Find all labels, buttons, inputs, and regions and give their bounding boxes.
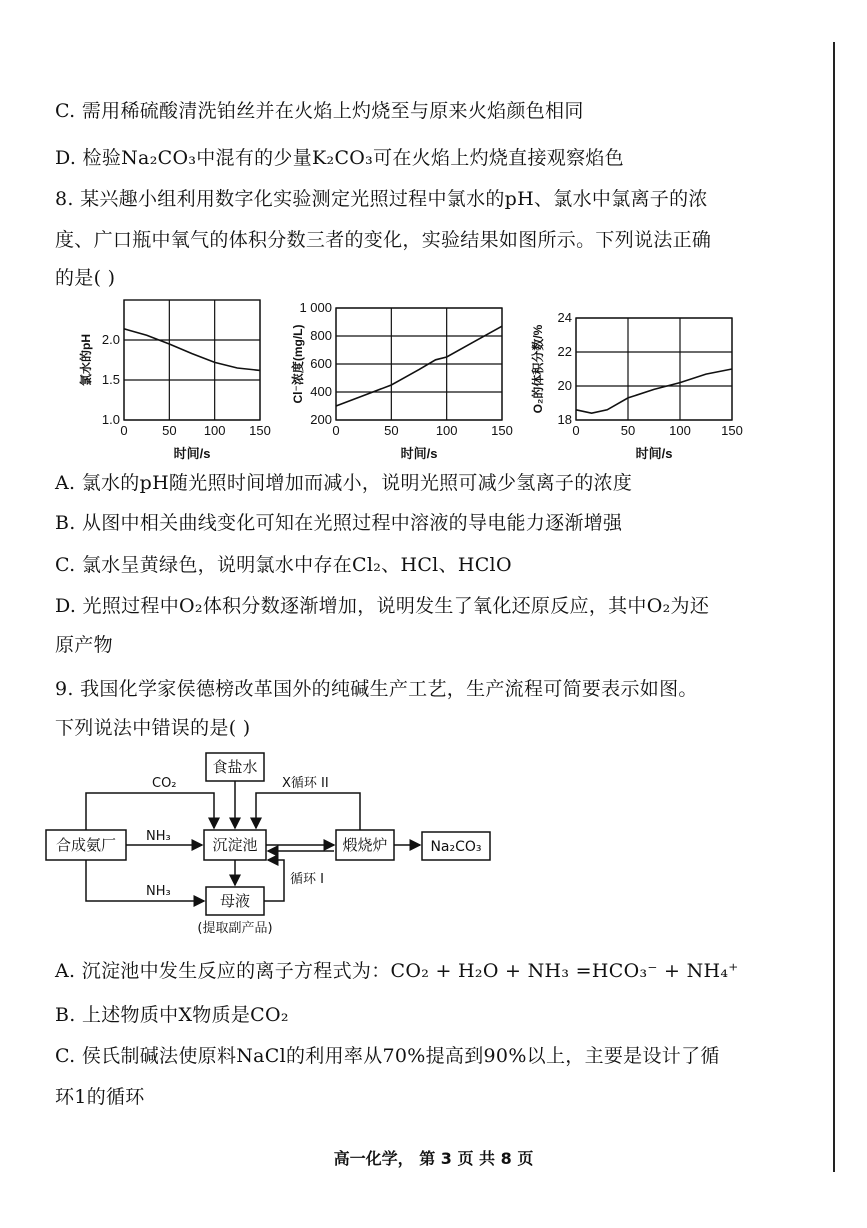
label-loop1: 循环 I: [290, 872, 324, 887]
x-tick-label: 50: [384, 423, 399, 438]
series-line: [124, 329, 260, 371]
option-a-q9: A. 沉淀池中发生反应的离子方程式为：CO₂ + H₂O + NH₃ =HCO₃⁻ + NH₄⁺: [55, 960, 739, 982]
y-tick-label: 800: [310, 328, 332, 343]
chart-ph: [78, 292, 271, 466]
chart-chloride-svg: [290, 300, 513, 462]
y-tick-label: 400: [310, 384, 332, 399]
y-tick-label: 600: [310, 356, 332, 371]
x-axis-label: 时间/s: [400, 446, 438, 461]
option-c-q9-line2: 环1的循环: [55, 1086, 145, 1108]
y-tick-label: 2.0: [101, 332, 120, 347]
label-mother-liquor: 母液: [219, 892, 251, 910]
page-footer: 高一化学， 第 3 页 共 8 页: [333, 1149, 534, 1168]
option-d-q8-line1: D. 光照过程中O₂体积分数逐渐增加，说明发生了氧化还原反应，其中O₂为还: [55, 595, 710, 617]
x-tick-label: 150: [721, 423, 743, 438]
x-tick-label: 100: [435, 423, 458, 438]
question-9-line2: 下列说法中错误的是( ): [55, 717, 251, 739]
option-b-q9: B. 上述物质中X物质是CO₂: [55, 1004, 289, 1026]
label-calciner: 煅烧炉: [342, 836, 388, 854]
y-tick-label: 20: [557, 378, 572, 393]
chart-oxygen-svg: [530, 310, 743, 462]
question-8-line2: 度、广口瓶中氧气的体积分数三者的变化，实验结果如图所示。下列说法正确: [55, 229, 712, 251]
x-tick-label: 0: [332, 423, 340, 438]
x-axis-label: 时间/s: [173, 446, 211, 461]
x-tick-label: 100: [669, 423, 691, 438]
chart-chloride: [290, 300, 513, 466]
question-8-line3: 的是( ): [55, 267, 116, 289]
series-line: [576, 369, 732, 413]
label-ammonia-plant: 合成氨厂: [55, 836, 117, 854]
arrow-co2: [86, 793, 214, 830]
y-tick-label: 1.5: [101, 372, 120, 387]
x-tick-label: 100: [203, 423, 226, 438]
label-brine: 食盐水: [212, 758, 258, 776]
option-a-q8: A. 氯水的pH随光照时间增加而减小，说明光照可减少氢离子的浓度: [55, 472, 633, 494]
arrow-nh3-bottom: [86, 860, 204, 901]
y-tick-label: 1.0: [101, 412, 120, 427]
label-co2: CO₂: [152, 776, 177, 791]
chart-oxygen: [530, 310, 743, 466]
y-tick-label: 22: [557, 344, 572, 359]
process-flow-diagram: [40, 745, 510, 940]
x-tick-label: 150: [249, 423, 271, 438]
option-d-q8-line2: 原产物: [55, 634, 113, 656]
option-c-q9-line1: C. 侯氏制碱法使原料NaCl的利用率从70%提高到90%以上，主要是设计了循: [55, 1045, 720, 1067]
option-c-q8: C. 氯水呈黄绿色，说明氯水中存在Cl₂、HCl、HClO: [55, 554, 512, 576]
x-tick-label: 50: [162, 423, 177, 438]
label-nh3-bottom: NH₃: [146, 884, 171, 899]
y-tick-label: 24: [557, 310, 572, 325]
y-tick-label: 1 000: [299, 300, 332, 315]
y-axis-label: 氯水的pH: [79, 334, 93, 386]
x-tick-label: 0: [120, 423, 128, 438]
label-byproduct: (提取副产品): [197, 921, 273, 936]
page-edge-line: [833, 42, 835, 1172]
plot-frame: [124, 300, 260, 420]
y-axis-label: O₂的体积分数/%: [531, 324, 545, 414]
x-tick-label: 150: [491, 423, 513, 438]
option-c-q7: C. 需用稀硫酸清洗铂丝并在火焰上灼烧至与原来火焰颜色相同: [55, 100, 584, 122]
series-line: [336, 326, 502, 406]
label-nh3-top: NH₃: [146, 829, 171, 844]
question-9-line1: 9. 我国化学家侯德榜改革国外的纯碱生产工艺，生产流程可简要表示如图。: [55, 678, 698, 700]
arrow-loop1: [264, 860, 284, 901]
y-axis-label: Cl⁻浓度(mg/L): [291, 324, 305, 404]
plot-frame: [576, 318, 732, 420]
label-x-loop: X循环 II: [282, 776, 329, 791]
y-tick-label: 200: [310, 412, 332, 427]
arrow-x-loop: [256, 793, 360, 830]
label-precipitation-tank: 沉淀池: [212, 836, 258, 854]
y-tick-label: 18: [557, 412, 572, 427]
option-b-q8: B. 从图中相关曲线变化可知在光照过程中溶液的导电能力逐渐增强: [55, 512, 623, 534]
question-8-line1: 8. 某兴趣小组利用数字化实验测定光照过程中氯水的pH、氯水中氯离子的浓: [55, 188, 708, 210]
chart-ph-svg: [78, 292, 271, 462]
label-sodium-carbonate: Na₂CO₃: [430, 839, 482, 855]
x-tick-label: 0: [572, 423, 580, 438]
x-tick-label: 50: [620, 423, 636, 438]
option-d-q7: D. 检验Na₂CO₃中混有的少量K₂CO₃可在火焰上灼烧直接观察焰色: [55, 147, 624, 169]
x-axis-label: 时间/s: [635, 446, 673, 461]
